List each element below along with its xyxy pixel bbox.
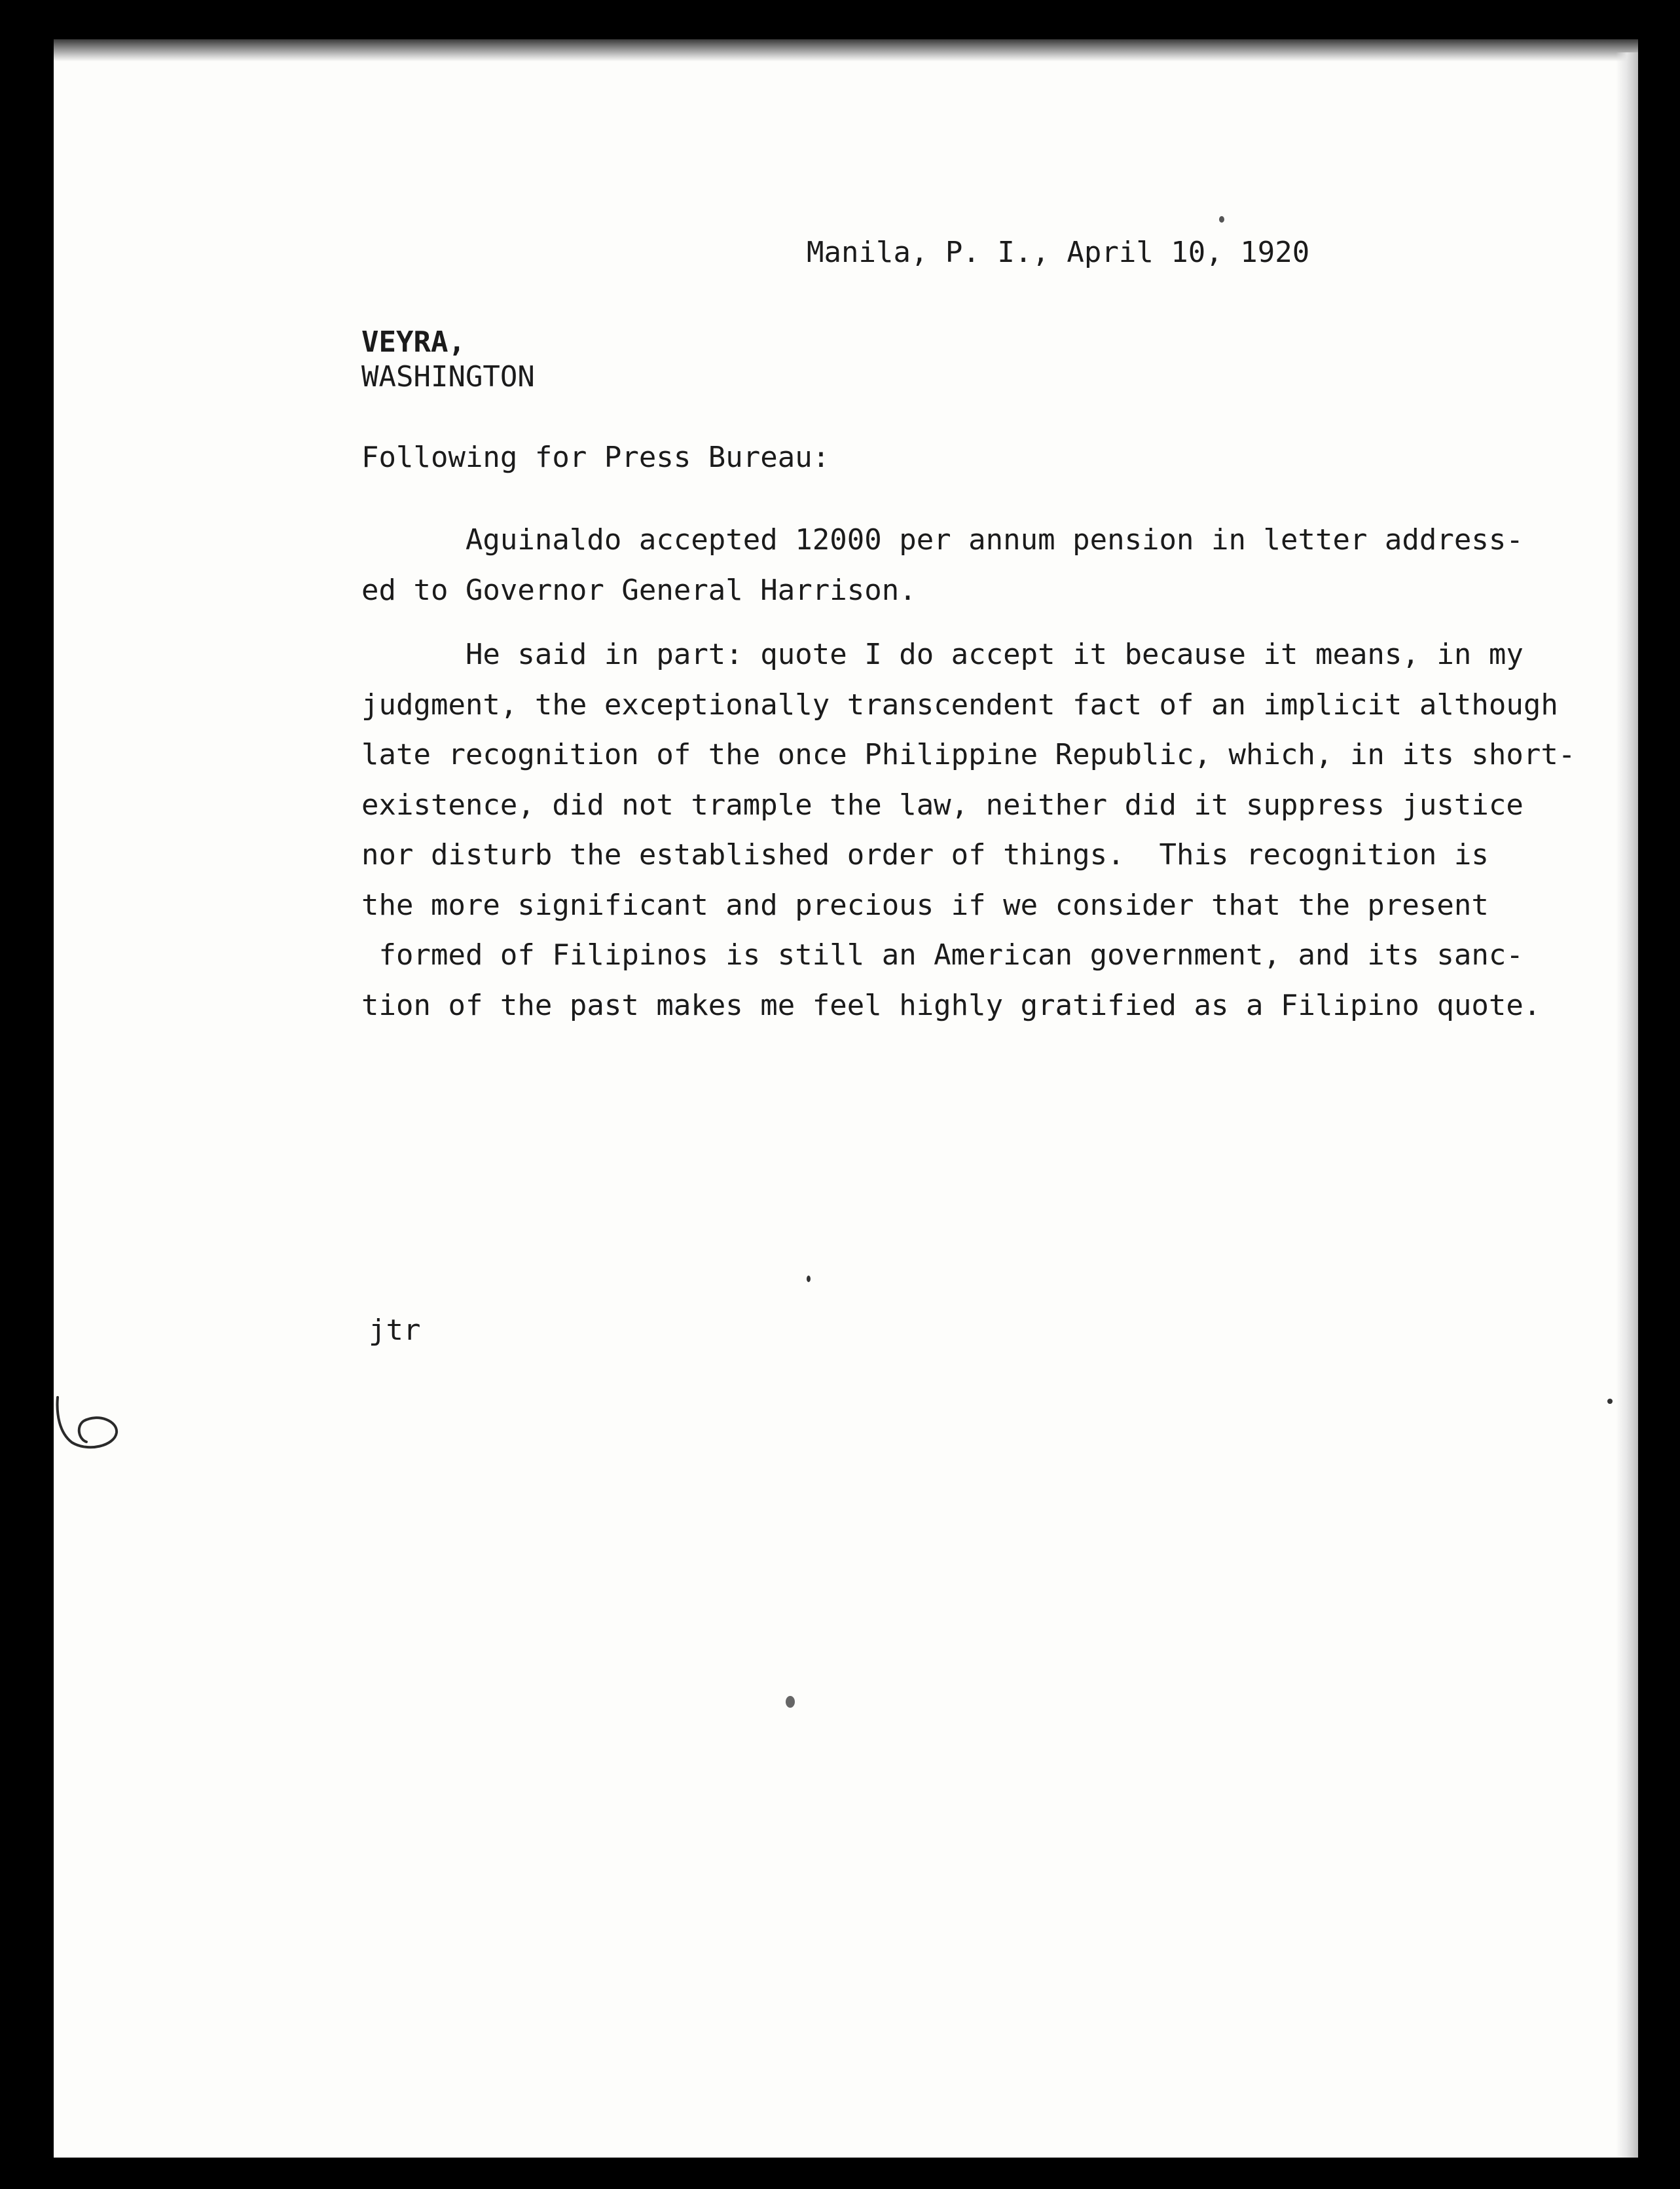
intro-line: Following for Press Bureau:	[361, 441, 830, 474]
pencil-scribble	[52, 1393, 124, 1452]
addressee-city: WASHINGTON	[361, 360, 535, 394]
paper-speck	[807, 1276, 811, 1282]
paragraph-2-line: formed of Filipinos is still an American government, and its sanc-	[361, 938, 1524, 972]
paragraph-2-line: nor disturb the established order of things. This recognition is	[361, 838, 1489, 872]
paragraph-1-line: ed to Governor General Harrison.	[361, 573, 917, 607]
paragraph-2	[361, 630, 1575, 1031]
page-right-edge	[1616, 52, 1638, 2158]
paragraph-2-line: tion of the past makes me feel highly gratified as a Filipino quote.	[361, 988, 1541, 1022]
dateline: Manila, P. I., April 10, 1920	[807, 236, 1310, 269]
paragraph-2-line: the more significant and precious if we consider that the present	[361, 888, 1489, 922]
page-top-edge	[54, 39, 1638, 62]
addressee-name: VEYRA,	[361, 325, 466, 359]
paragraph-2-line: judgment, the exceptionally transcendent fact of an implicit although	[361, 688, 1558, 722]
paper-speck	[786, 1696, 795, 1708]
paragraph-2-line: late recognition of the once Philippine Republic, which, in its short-	[361, 738, 1576, 771]
paper-speck	[1607, 1399, 1613, 1404]
paper-speck	[1219, 216, 1224, 223]
paragraph-1-line: Aguinaldo accepted 12000 per annum pension in letter address-	[361, 523, 1524, 557]
paragraph-2-line: existence, did not trample the law, neither did it suppress justice	[361, 788, 1524, 822]
paragraph-1	[361, 515, 1524, 616]
typist-initials: jtr	[369, 1314, 421, 1347]
paragraph-2-line: He said in part: quote I do accept it because it means, in my	[361, 638, 1524, 671]
letter-page	[54, 46, 1638, 2158]
